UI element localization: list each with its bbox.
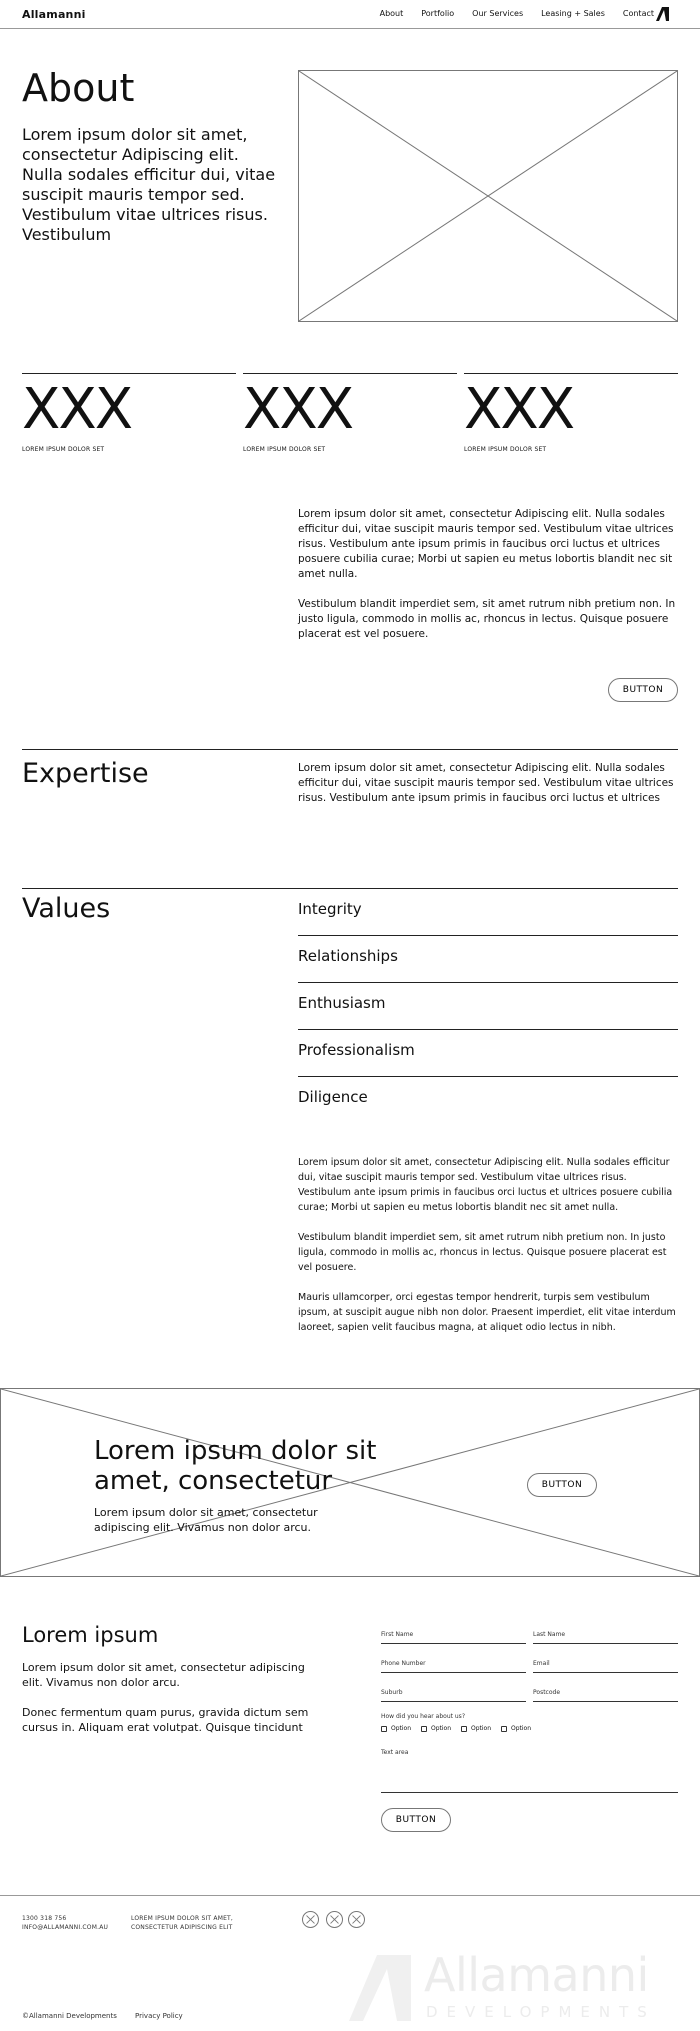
contact-paragraph: Donec fermentum quam purus, gravida dictum sem cursus in. Aliquam erat volutpat. Quisque tincidunt — [22, 1706, 309, 1734]
intro-text — [298, 507, 678, 642]
suburb-label: Suburb — [381, 1689, 403, 1696]
copyright-text: ©Allamanni Developments — [22, 2012, 117, 2020]
postcode-field[interactable] — [533, 1701, 678, 1702]
first-name-field[interactable] — [381, 1643, 526, 1644]
watermark-logo-text: Allamanni — [424, 1948, 649, 2002]
nav-our-services[interactable]: Our Services — [472, 9, 524, 18]
value-item-relationships: Relationships — [298, 947, 398, 965]
banner-title: Lorem ipsum dolor sit amet, consectetur — [94, 1436, 377, 1496]
footer-address-line: CONSECTETUR ADIPISCING ELIT — [131, 1924, 233, 1931]
option-label: Option — [431, 1725, 452, 1732]
intro-paragraph: Lorem ipsum dolor sit amet, consectetur Adipiscing elit. Nulla sodales efficitur dui, vitae suscipit mauris tempor sed. Vestibulum vitae ultrices risus. Vestibulum ante ipsum primis in faucibus orci luctus et ultrices posuere cubilia curae; Morbi ut sapien eu metus lobortis blandit nec sit amet nulla. — [298, 508, 674, 580]
expertise-title: Expertise — [22, 758, 149, 789]
stat-label: LOREM IPSUM DOLOR SET — [464, 446, 547, 453]
option-checkbox[interactable] — [381, 1725, 411, 1732]
watermark-logo-subtext: DEVELOPMENTS — [426, 2003, 656, 2021]
about-lead-text: Lorem ipsum dolor sit amet, consectetur Adipiscing elit. Nulla sodales efficitur dui, vitae suscipit mauris tempor sed. Vestibulum vitae ultrices risus. Vestibulum — [22, 125, 276, 244]
checkbox-icon[interactable] — [421, 1726, 427, 1732]
option-label: Option — [511, 1725, 532, 1732]
value-divider — [298, 1076, 678, 1077]
stat-label: LOREM IPSUM DOLOR SET — [22, 446, 105, 453]
banner-text: Lorem ipsum dolor sit amet, consectetur adipiscing elit. Vivamus non dolor arcu. — [94, 1506, 318, 1534]
stat-divider — [243, 373, 457, 374]
suburb-field[interactable] — [381, 1701, 526, 1702]
about-title: About — [22, 66, 135, 110]
text-area-label: Text area — [381, 1749, 409, 1756]
footer-address — [131, 1914, 233, 1932]
checkbox-icon[interactable] — [381, 1726, 387, 1732]
expertise-text: Lorem ipsum dolor sit amet, consectetur Adipiscing elit. Nulla sodales efficitur dui, vitae suscipit mauris tempor sed. Vestibulum vitae ultrices risus. Vestibulum ante ipsum primis in faucibus orci luctus et ultrices — [298, 762, 674, 804]
nav-portfolio[interactable]: Portfolio — [421, 9, 455, 18]
privacy-policy-link[interactable]: Privacy Policy — [135, 2012, 183, 2020]
value-item-integrity: Integrity — [298, 900, 362, 918]
hear-about-label: How did you hear about us? — [381, 1713, 465, 1720]
intro-button[interactable]: BUTTON — [608, 678, 678, 702]
banner-button[interactable]: BUTTON — [527, 1473, 597, 1497]
values-paragraph: Mauris ullamcorper, orci egestas tempor hendrerit, turpis sem vestibulum ipsum, at suscipit augue nibh non dolor. Praesent imperdiet, elit vitae interdum laoreet, sapien velit faucibus magna, at aliquet odio lectus in nibh. — [298, 1292, 676, 1333]
social-icon[interactable] — [326, 1911, 343, 1928]
stat-label: LOREM IPSUM DOLOR SET — [243, 446, 326, 453]
footer-email[interactable]: INFO@ALLAMANNI.COM.AU — [22, 1924, 109, 1931]
social-icon[interactable] — [302, 1911, 319, 1928]
option-label: Option — [391, 1725, 412, 1732]
postcode-label: Postcode — [533, 1689, 561, 1696]
stat-value: XXX — [464, 377, 574, 442]
brand-mark-icon[interactable] — [656, 6, 669, 20]
stat-value: XXX — [243, 377, 353, 442]
expertise-divider — [22, 749, 678, 750]
stat-divider — [464, 373, 678, 374]
footer-address-line: LOREM IPSUM DOLOR SIT AMET, — [131, 1915, 234, 1922]
watermark-mark-icon — [349, 1955, 411, 2021]
values-paragraph: Vestibulum blandit imperdiet sem, sit amet rutrum nibh pretium non. In justo ligula, commodo in mollis ac, rhoncus in lectus. Quisque posuere placerat est vel posuere. — [298, 1232, 667, 1273]
social-icon[interactable] — [348, 1911, 365, 1928]
nav-leasing-sales[interactable]: Leasing + Sales — [541, 9, 605, 18]
phone-field[interactable] — [381, 1672, 526, 1673]
stat-value: XXX — [22, 377, 132, 442]
nav-about[interactable]: About — [379, 9, 404, 18]
email-label: Email — [533, 1660, 550, 1667]
value-item-enthusiasm: Enthusiasm — [298, 994, 386, 1012]
first-name-label: First Name — [381, 1631, 414, 1638]
option-checkbox[interactable] — [421, 1725, 451, 1732]
main-nav — [380, 9, 654, 18]
values-title: Values — [22, 893, 111, 924]
checkbox-icon[interactable] — [461, 1726, 467, 1732]
contact-submit-button[interactable]: BUTTON — [381, 1808, 451, 1832]
last-name-field[interactable] — [533, 1643, 678, 1644]
header-divider — [0, 28, 700, 29]
contact-text — [22, 1660, 322, 1735]
option-label: Option — [471, 1725, 492, 1732]
values-text — [298, 1155, 678, 1335]
value-item-diligence: Diligence — [298, 1088, 368, 1106]
site-logo[interactable]: Allamanni — [22, 8, 86, 21]
footer-divider — [0, 1895, 700, 1896]
footer-phone[interactable]: 1300 318 756 — [22, 1915, 67, 1922]
contact-paragraph: Lorem ipsum dolor sit amet, consectetur adipiscing elit. Vivamus non dolor arcu. — [22, 1661, 305, 1689]
phone-label: Phone Number — [381, 1660, 426, 1667]
option-checkbox[interactable] — [501, 1725, 531, 1732]
text-area-field[interactable] — [381, 1792, 678, 1793]
value-divider — [298, 1029, 678, 1030]
stat-divider — [22, 373, 236, 374]
email-field[interactable] — [533, 1672, 678, 1673]
value-divider — [298, 935, 678, 936]
last-name-label: Last Name — [533, 1631, 566, 1638]
footer-contact — [22, 1914, 108, 1932]
value-divider — [298, 982, 678, 983]
checkbox-icon[interactable] — [501, 1726, 507, 1732]
intro-paragraph: Vestibulum blandit imperdiet sem, sit amet rutrum nibh pretium non. In justo ligula, commodo in mollis ac, rhoncus in lectus. Quisque posuere placerat est vel posuere. — [298, 598, 676, 640]
option-checkbox[interactable] — [461, 1725, 491, 1732]
about-image-placeholder — [298, 70, 678, 322]
nav-contact[interactable]: Contact — [622, 9, 654, 18]
contact-title: Lorem ipsum — [22, 1623, 159, 1647]
values-paragraph: Lorem ipsum dolor sit amet, consectetur Adipiscing elit. Nulla sodales efficitur dui, vitae suscipit mauris tempor sed. Vestibulum vitae ultrices risus. Vestibulum ante ipsum primis in faucibus orci luctus et ultrices posuere cubilia curae; Morbi ut sapien eu metus lobortis blandit nec sit amet nulla. — [298, 1157, 673, 1213]
value-item-professionalism: Professionalism — [298, 1041, 415, 1059]
values-divider — [22, 888, 678, 889]
